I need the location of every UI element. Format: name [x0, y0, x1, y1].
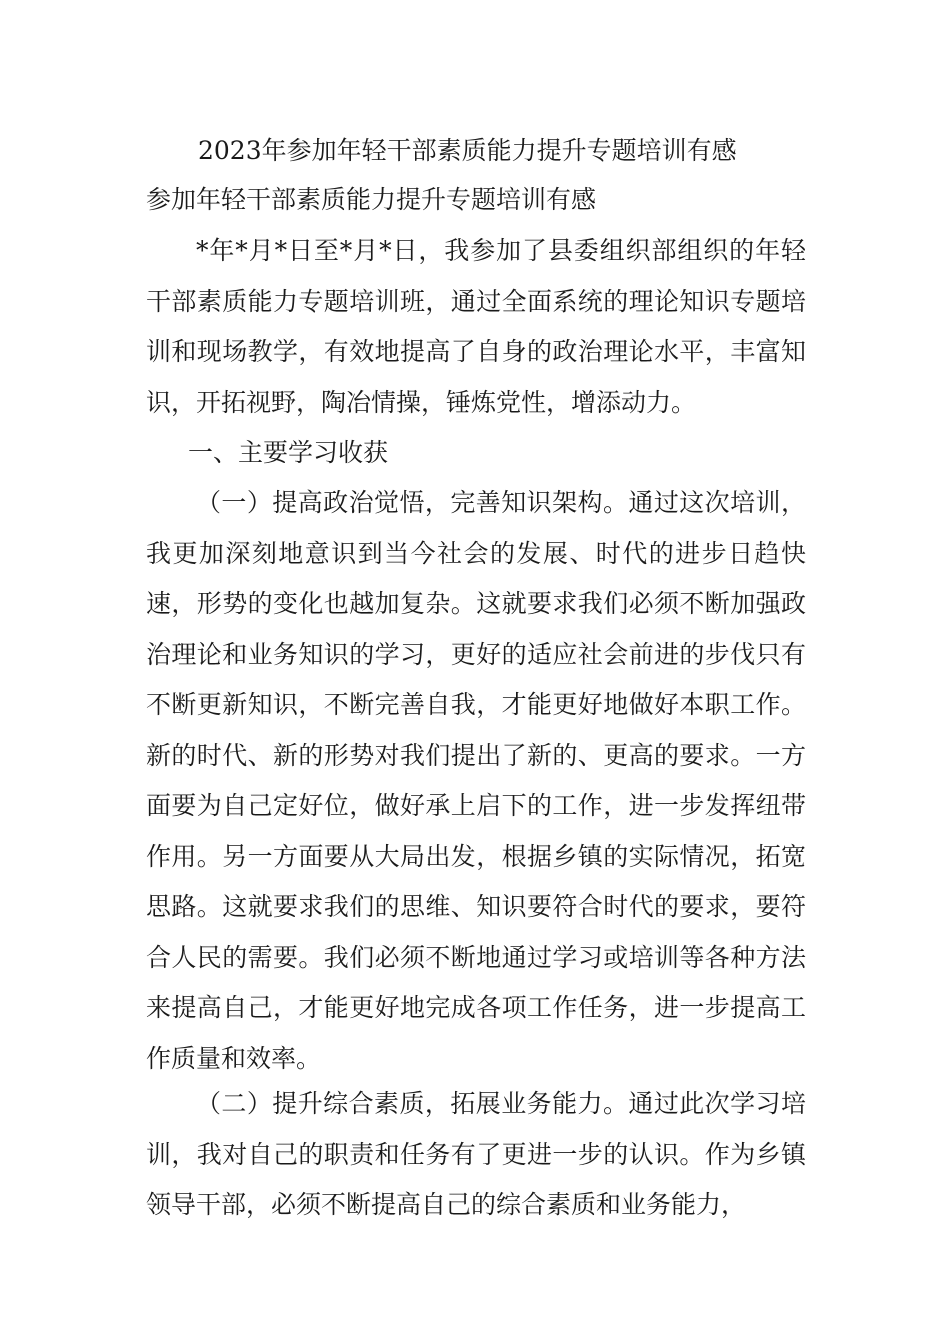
- document-subtitle: 参加年轻干部素质能力提升专题培训有感: [146, 185, 597, 214]
- section-heading: 一、主要学习收获: [188, 438, 389, 467]
- paragraph-intro: *年*月*日至*月*日，我参加了县委组织部组织的年轻干部素质能力专题培训班，通过全面系统的理论知识专题培训和现场教学，有效地提高了自身的政治理论水平，丰富知识，开拓视野，陶冶情操，锤炼党性，增添动力。: [146, 236, 806, 417]
- paragraph-section-2: （二）提升综合素质，拓展业务能力。通过此次学习培训，我对自己的职责和任务有了更进一步的认识。作为乡镇领导干部，必须不断提高自己的综合素质和业务能力，: [146, 1089, 806, 1219]
- document-title: 2023年参加年轻干部素质能力提升专题培训有感: [198, 136, 737, 165]
- paragraph-section-1: （一）提高政治觉悟，完善知识架构。通过这次培训，我更加深刻地意识到当今社会的发展、时代的进步日趋快速，形势的变化也越加复杂。这就要求我们必须不断加强政治理论和业务知识的学习，更好的适应社会前进的步伐只有不断更新知识，不断完善自我，才能更好地做好本职工作。新的时代、新的形势对我们提出了新的、更高的要求。一方面要为自己定好位，做好承上启下的工作，进一步发挥纽带作用。另一方面要从大局出发，根据乡镇的实际情况，拓宽思路。这就要求我们的思维、知识要符合时代的要求，要符合人民的需要。我们必须不断地通过学习或培训等各种方法来提高自己，才能更好地完成各项工作任务，进一步提高工作质量和效率。: [146, 488, 806, 1073]
